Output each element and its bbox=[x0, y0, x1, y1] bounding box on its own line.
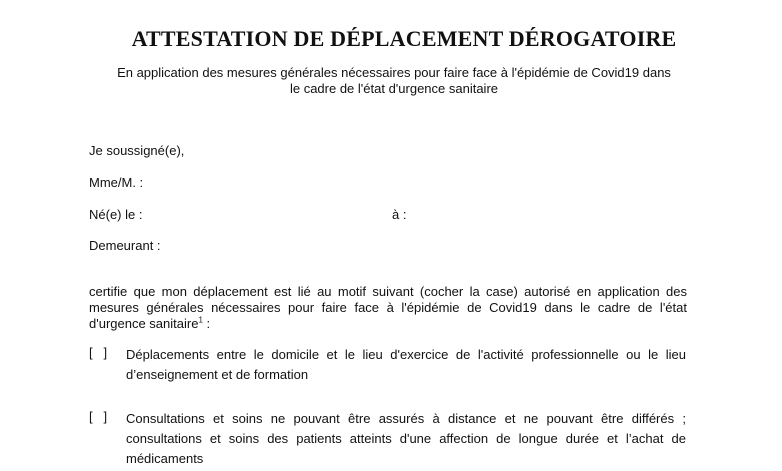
document-subtitle bbox=[60, 65, 728, 97]
option-professional-text: Déplacements entre le domicile et le lieu d'exercice de l'activité professionnelle ou le lieu d’enseignement et de formation bbox=[126, 347, 686, 382]
certification-text: certifie que mon déplacement est lié au motif suivant (cocher la case) autorisé en application des mesures générales nécessaires pour faire face à l'épidémie de Covid19 dans le cadre de l'état d'urgence sanitaire bbox=[89, 284, 687, 331]
checkbox-professional[interactable]: [ ] bbox=[89, 345, 108, 360]
address-field[interactable]: Demeurant : bbox=[89, 238, 161, 253]
birth-date-field[interactable]: Né(e) le : bbox=[89, 207, 143, 222]
certification-paragraph bbox=[89, 284, 687, 332]
subtitle-line-2: le cadre de l'état d'urgence sanitaire bbox=[289, 81, 499, 96]
option-health-text: Consultations et soins ne pouvant être assurés à distance et ne pouvant être différés ; consultations et soins des patients atteints d'une affection de longue durée et l’achat de médicaments bbox=[126, 411, 686, 466]
checkbox-health[interactable]: [ ] bbox=[89, 409, 108, 424]
undersigned-label: Je soussigné(e), bbox=[89, 143, 185, 158]
document-title: ATTESTATION DE DÉPLACEMENT DÉROGATOIRE bbox=[131, 26, 677, 51]
birth-place-field[interactable]: à : bbox=[392, 207, 407, 222]
footnote-reference: 1 bbox=[198, 315, 203, 325]
subtitle-line-1: En application des mesures générales nécessaires pour faire face à l'épidémie de Covid19 dans bbox=[117, 65, 671, 80]
name-field[interactable]: Mme/M. : bbox=[89, 175, 144, 190]
certification-suffix: : bbox=[202, 316, 211, 331]
